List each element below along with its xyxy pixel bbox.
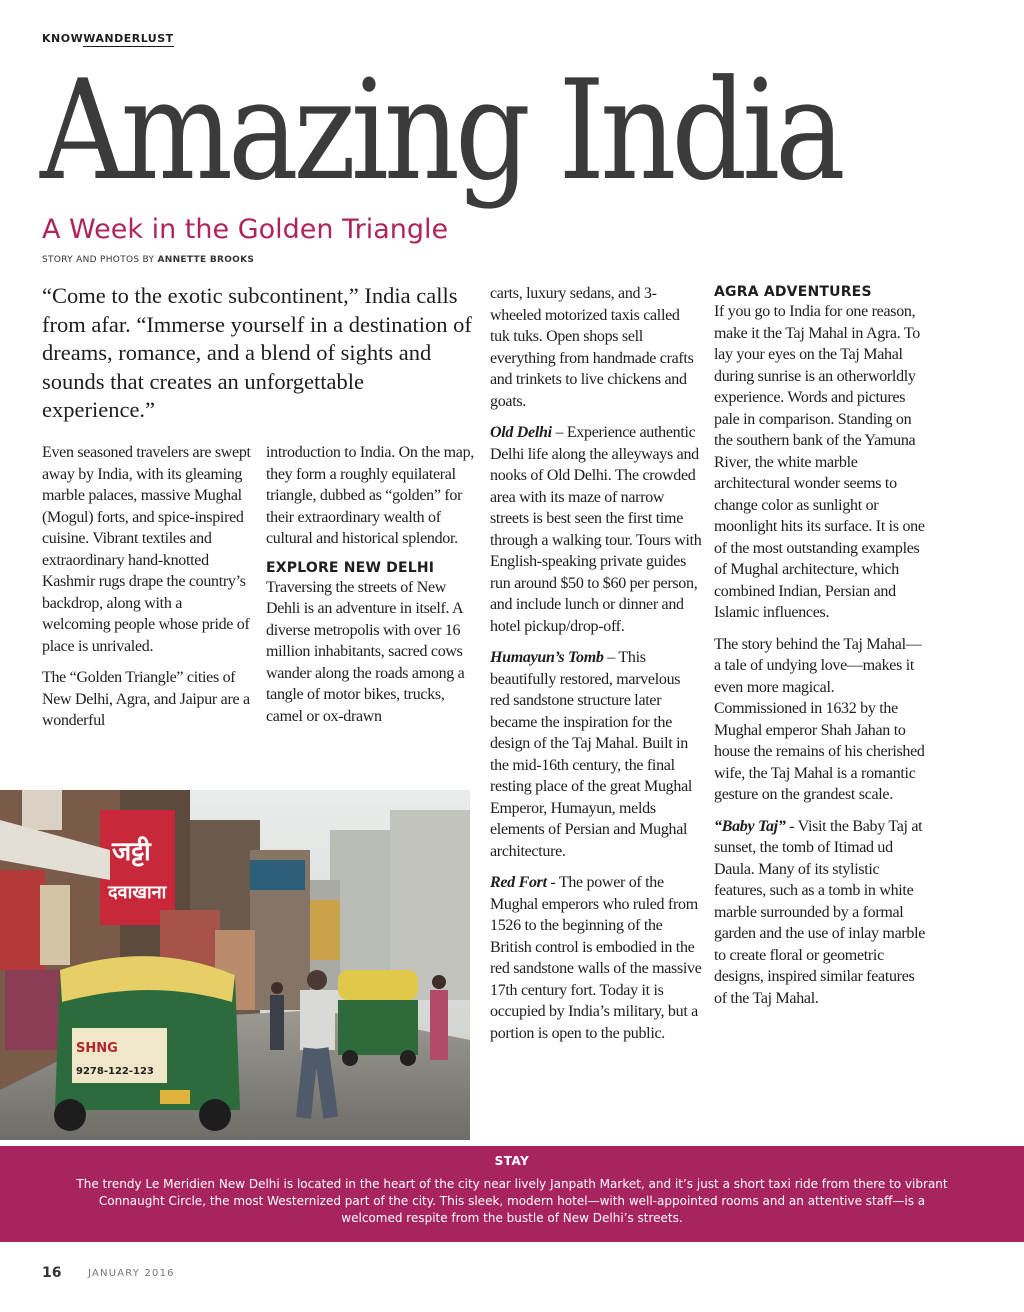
stay-heading: STAY [494, 1154, 530, 1168]
humayun-paragraph [490, 647, 702, 862]
red-fort-label: Red Fort [490, 874, 547, 891]
column3-paragraph-1: carts, luxury sedans, and 3-wheeled motorized taxis called tuk tuks. Open shops sell everything from handmade crafts and trinkets to live chickens and goats. [490, 285, 694, 410]
byline-author: ANNETTE BROOKS [157, 255, 255, 265]
old-delhi-paragraph [490, 422, 702, 637]
article-column-2 [266, 442, 476, 727]
section-label-suffix: WANDERLUST [83, 32, 174, 45]
photo-sign-hindi: जट्टी [112, 837, 151, 867]
article-column-1 [42, 442, 252, 732]
stay-sidebar [0, 1146, 1024, 1242]
article-column-4 [714, 283, 926, 1009]
page-title: Amazing India [40, 50, 841, 211]
humayun-text: – This beautifully restored, marvelous red sandstone structure later became the inspiration for the design of the Taj Mahal. Built in the mid-16th century, the final resting place of the great Mughal Emperor, Humayun, melds elements of Persian and Mughal architecture. [490, 649, 693, 860]
baby-taj-paragraph [714, 816, 926, 1010]
page-subtitle: A Week in the Golden Triangle [42, 214, 449, 245]
baby-taj-text: - Visit the Baby Taj at sunset, the tomb of Itimad ud Daula. Many of its stylistic features, such as a tomb in white marble surrounded by a formal garden and the use of inlay marble to create floral or geometric designs, inspired similar features of the Taj Mahal. [714, 817, 926, 1007]
byline [42, 255, 254, 265]
issue-date: JANUARY 2016 [88, 1268, 175, 1279]
column4-paragraph-2: The story behind the Taj Mahal—a tale of undying love—makes it even more magical. Commissioned in 1632 by the Mughal emperor Shah Jahan to house the remains of his cherished wife, the Taj Mahal is a romantic gesture on the grandest scale. [714, 635, 925, 803]
stay-text: The trendy Le Meridien New Delhi is located in the heart of the city near lively Janpath Market, and it’s just a short taxi ride from there to vibrant Connaught Circle, the most Westernized part of the city. This sleek, modern hotel—with well-appointed rooms and an attentive staff—is a welcomed respite from the bustle of New Delhi’s streets. [76, 1177, 948, 1225]
column1-paragraph-2: The “Golden Triangle” cities of New Delhi, Agra, and Jaipur are a wonderful [42, 669, 250, 729]
column1-paragraph-1: Even seasoned travelers are swept away by India, with its gleaming marble palaces, massive Mughal (Mogul) forts, and spice-inspired cuisine. Vibrant textiles and extraordinary hand-knotted Kashmir rugs drape the country’s backdrop, along with a welcoming people whose pride of place is unrivaled. [42, 444, 251, 655]
photo-rickshaw-plate: SHNG [76, 1041, 118, 1056]
old-delhi-label: Old Delhi [490, 424, 552, 441]
photo-phone: 9278-122-123 [76, 1066, 154, 1077]
explore-new-delhi-heading: EXPLORE NEW DELHI [266, 559, 435, 576]
photo-sign-hindi-2: दवाखाना [108, 882, 167, 903]
red-fort-paragraph [490, 872, 702, 1044]
section-label-prefix: KNOW [42, 32, 84, 45]
delhi-street-photo [0, 790, 470, 1140]
humayun-label: Humayun’s Tomb [490, 649, 604, 666]
baby-taj-label: “Baby Taj” [714, 817, 786, 835]
column4-paragraph-1: If you go to India for one reason, make it the Taj Mahal in Agra. To lay your eyes on the Taj Mahal during sunrise is an otherworldly experience. Words and pictures pale in comparison. Standing on the southern bank of the Yamuna River, the white marble architectural wonder seems to change color as sunlight or moonlight hits its surface. It is one of the most outstanding examples of Mughal architecture, which combined Indian, Persian and Islamic influences. [714, 303, 925, 621]
column2-paragraph-1: introduction to India. On the map, they form a roughly equilateral triangle, dubbed as “golden” for their extraordinary wealth of cultural and historical splendor. [266, 444, 474, 547]
article-column-3 [490, 283, 702, 1044]
red-fort-text: - The power of the Mughal emperors who ruled from 1526 to the beginning of the British control is embodied in the red sandstone walls of the massive 17th century fort. Today it is occupied by India’s military, but a portion is open to the public. [490, 874, 702, 1042]
old-delhi-text: – Experience authentic Delhi life along the alleyways and nooks of Old Delhi. The crowded area with its maze of narrow streets is best seen the first time through a walking tour. Tours with English-speaking private guides run around $50 to $60 per person, and include lunch or dinner and hotel pickup/drop-off. [490, 424, 702, 635]
byline-prefix: STORY AND PHOTOS BY [42, 255, 155, 265]
agra-adventures-heading: AGRA ADVENTURES [714, 284, 872, 300]
column2-paragraph-2: Traversing the streets of New Dehli is an adventure in itself. A diverse metropolis with over 16 million inhabitants, sacred cows wander along the roads among a tangle of motor bikes, trucks, camel or ox-drawn [266, 578, 465, 725]
pull-quote: “Come to the exotic subcontinent,” India calls from afar. “Immerse yourself in a destination of dreams, romance, and a blend of sights and sounds that creates an unforgettable experience.” [42, 283, 472, 422]
page-number: 16 [42, 1265, 62, 1281]
delhi-street-illustration [0, 790, 470, 1140]
section-label [42, 32, 174, 45]
